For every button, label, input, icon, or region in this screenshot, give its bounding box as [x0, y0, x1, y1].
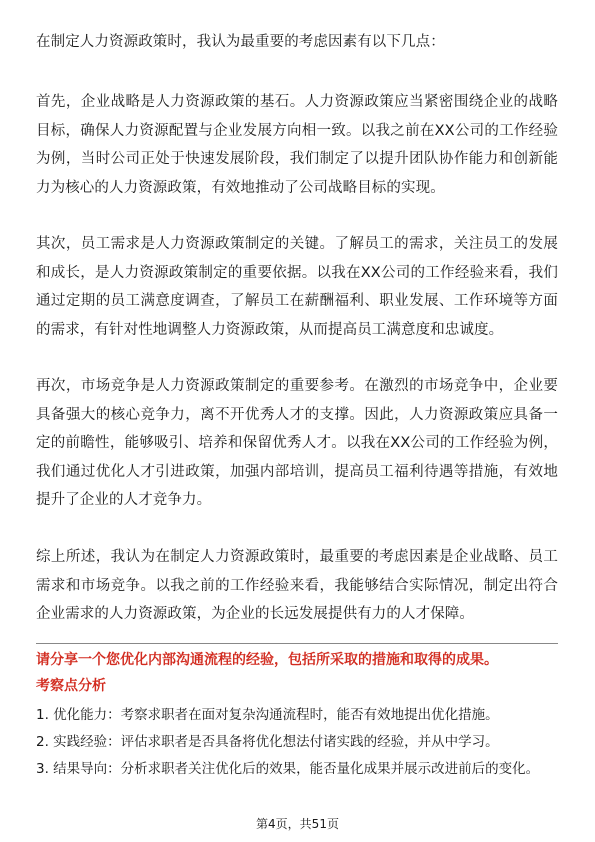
page-number: 第4页，共51页 — [256, 817, 339, 831]
analysis-list — [36, 702, 558, 783]
body-paragraph-market-competition: 再次，市场竞争是人力资源政策制定的重要参考。在激烈的市场竞争中，企业要具备强大的核心竞争力，离不开优秀人才的支撑。因此，人力资源政策应具备一定的前瞻性，能够吸引、培养和保留优秀人才。以我在XX公司的工作经验为例，我们通过优化人才引进政策，加强内部培训，提高员工福利待遇等措施，有效地提升了企业的人才竞争力。 — [36, 378, 558, 508]
analysis-item: 2. 实践经验：评估求职者是否具备将优化想法付诸实践的经验，并从中学习。 — [36, 734, 499, 750]
body-paragraph-employee-needs: 其次，员工需求是人力资源政策制定的关键。了解员工的需求，关注员工的发展和成长，是人力资源政策制定的重要依据。以我在XX公司的工作经验来看，我们通过定期的员工满意度调查，了解员工在薪酬福利、职业发展、工作环境等方面的需求，有针对性地调整人力资源政策，从而提高员工满意度和忠诚度。 — [36, 236, 558, 338]
intro-text: 在制定人力资源政策时，我认为最重要的考虑因素有以下几点： — [36, 34, 445, 50]
analysis-section-title: 考察点分析 — [36, 678, 106, 694]
interview-question: 请分享一个您优化内部沟通流程的经验，包括所采取的措施和取得的成果。 — [36, 652, 498, 668]
section-divider — [36, 643, 558, 644]
body-paragraph-summary: 综上所述，我认为在制定人力资源政策时，最重要的考虑因素是企业战略、员工需求和市场竞争。以我之前的工作经验来看，我能够结合实际情况，制定出符合企业需求的人力资源政策，为企业的长远发展提供有力的人才保障。 — [36, 549, 558, 622]
analysis-item: 1. 优化能力：考察求职者在面对复杂沟通流程时，能否有效地提出优化措施。 — [36, 707, 499, 723]
body-paragraph-strategy: 首先，企业战略是人力资源政策的基石。人力资源政策应当紧密围绕企业的战略目标，确保人力资源配置与企业发展方向相一致。以我之前在XX公司的工作经验为例，当时公司正处于快速发展阶段，我们制定了以提升团队协作能力和创新能力为核心的人力资源政策，有效地推动了公司战略目标的实现。 — [36, 94, 558, 196]
analysis-item: 3. 结果导向：分析求职者关注优化后的效果，能否量化成果并展示改进前后的变化。 — [36, 761, 540, 777]
